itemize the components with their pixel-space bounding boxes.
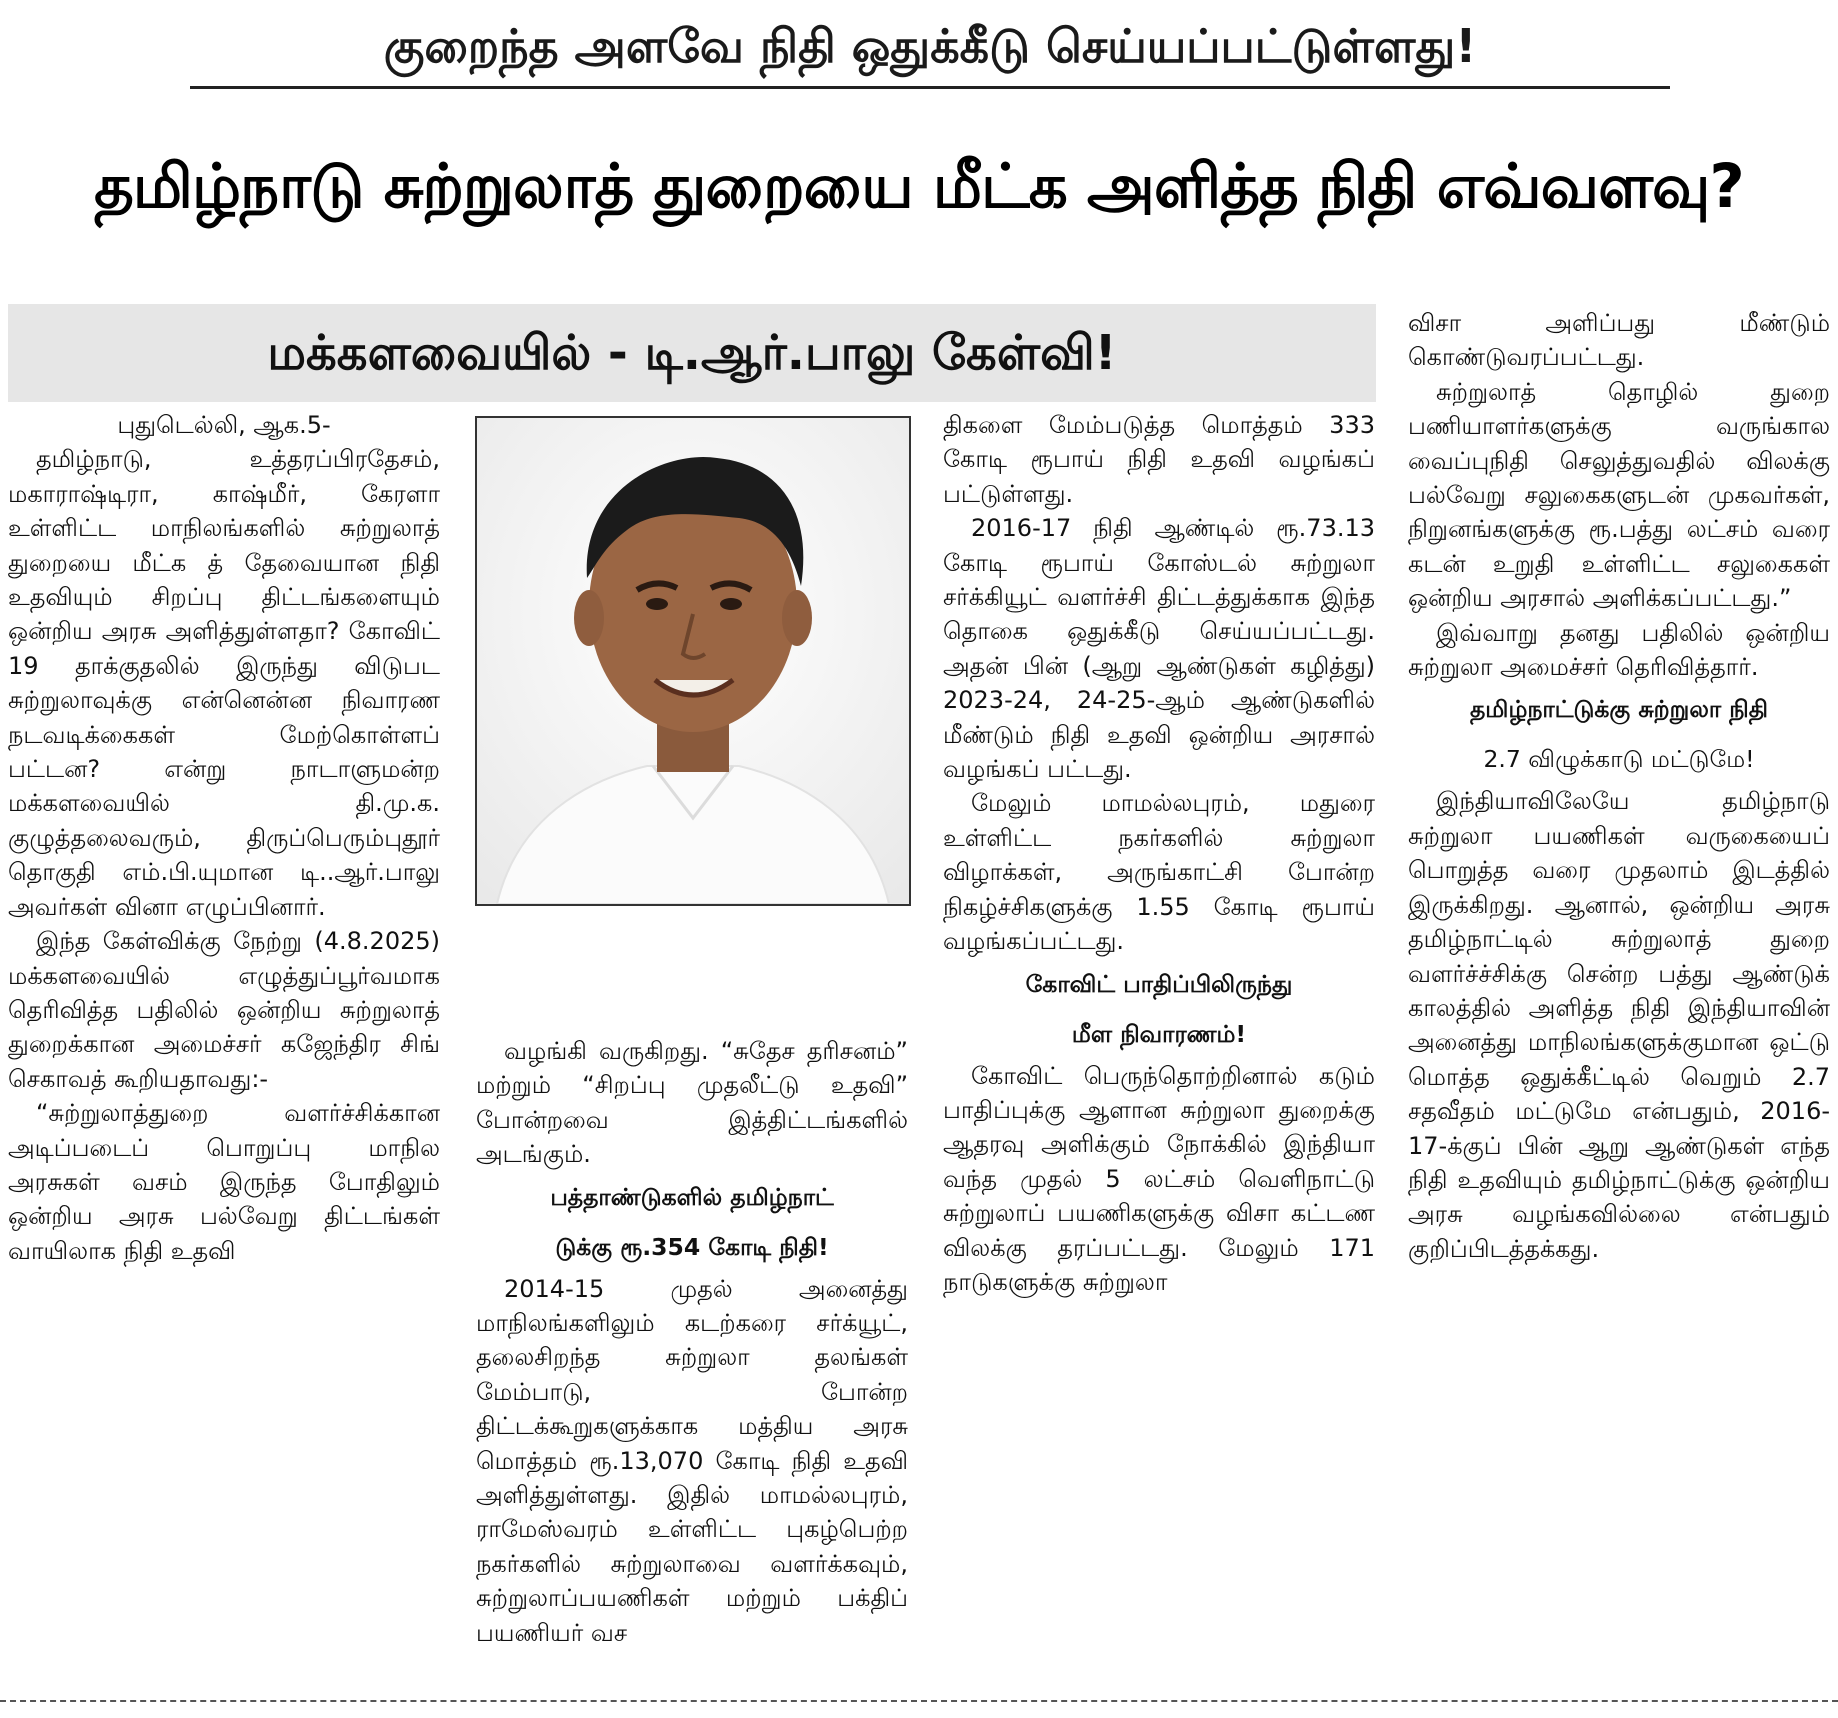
dateline: புதுடெல்லி, ஆக.5- bbox=[117, 411, 331, 439]
paragraph: விசா அளிப்பது மீண்டும் கொண்டுவரப்பட்டது. bbox=[1408, 309, 1830, 372]
paragraph: இவ்வாறு தனது பதிலில் ஒன்றிய சுற்றுலா அமைச்சர் தெரிவித்தார். bbox=[1408, 618, 1830, 682]
paragraph: இந்தியாவிலேயே தமிழ்நாடு சுற்றுலா பயணிகள் வருகையைப் பொறுத்த வரை முதலாம் இடத்தில் இருக்கிறது. ஆனால், ஒன்றிய அரசு தமிழ்நாட்டில் சுற்றுலாத் துறை வளர்ச்ச்சிக்கு சென்ற பத்து ஆண்டுக் காலத்தில் அளித்த நிதி இந்தியாவின் அனைத்து மாநிலங்களுக்குமான ஒட்டு மொத்த ஒதுக்கீட்டில் வெறும் 2.7 சதவீதம் மட்டுமே என்பதும், 2016-17-க்குப் பின் ஆறு ஆண்டுகள் எந்த நிதி உதவியும் தமிழ்நாட்டுக்கு ஒன்றிய அரசு வழங்கவில்லை என்பதும் குறிப்பிடத்தக்கது. bbox=[1408, 787, 1830, 1263]
subheadline: மக்களவையில் - டி.ஆர்.பாலு கேள்வி! bbox=[8, 304, 1376, 402]
main-headline: தமிழ்நாடு சுற்றுலாத் துறையை மீட்க அளித்த நிதி எவ்வளவு? bbox=[94, 151, 1744, 222]
bottom-divider bbox=[0, 1700, 1838, 1702]
section-heading: 2.7 விழுக்காடு மட்டுமே! bbox=[1483, 745, 1755, 774]
paragraph: தமிழ்நாடு, உத்தரப்பிரதேசம், மகாராஷ்டிரா, காஷ்மீர், கேரளா உள்ளிட்ட மாநிலங்களில் சுற்றுலாத் துறையை மீட்க த் தேவையான நிதி உதவியும் சிறப்பு திட்டங்களையும் ஒன்றிய அரசு அளித்துள்ளதா? கோவிட் 19 தாக்குதலில் இருந்து விடுபட சுற்றுலாவுக்கு என்னென்ன நிவாரண நடவடிக்கைகள் மேற்கொள்ளப் பட்டன? என்று நாடாளுமன்ற மக்களவையில் தி.மு.க. குழுத்தலைவரும், திருப்பெரும்புதூர் தொகுதி எம்.பி.யுமான டி..ஆர்.பாலு அவர்கள் வினா எழுப்பினார். bbox=[8, 445, 440, 921]
person-portrait-image bbox=[477, 418, 909, 904]
article-column-3 bbox=[943, 408, 1375, 1693]
section-heading: டுக்கு ரூ.354 கோடி நிதி! bbox=[555, 1232, 829, 1261]
section-heading: தமிழ்நாட்டுக்கு சுற்றுலா நிதி bbox=[1470, 695, 1768, 724]
paragraph: “சுற்றுலாத்துறை வளர்ச்சிக்கான அடிப்படைப் பொறுப்பு மாநில அரசுகள் வசம் இருந்த போதிலும் ஒன்றிய அரசு பல்வேறு திட்டங்கள் வாயிலாக நிதி உதவி bbox=[8, 1099, 440, 1265]
paragraph: சுற்றுலாத் தொழில் துறை பணியாளர்களுக்கு வருங்கால வைப்புநிதி செலுத்துவதில் விலக்கு பல்வேறு சலுகைகளுடன் முகவர்கள், நிறுனங்களுக்கு ரூ.பத்து லட்சம் வரை கடன் உறுதி உள்ளிட்ட சலுகைகள் ஒன்றிய அரசால் அளிக்கப்பட்டது.” bbox=[1408, 377, 1830, 613]
paragraph: 2016-17 நிதி ஆண்டில் ரூ.73.13 கோடி ரூபாய் கோஸ்டல் சுற்றுலா சர்க்கியூட் வளர்ச்சி திட்டத்துக்காக இந்த தொகை ஒதுக்கீடு செய்யப்பட்டது. அதன் பின் (ஆறு ஆண்டுகள் கழித்து) 2023-24, 24-25-ஆம் ஆண்டுகளில் மீண்டும் நிதி உதவி ஒன்றிய அரசால் வழங்கப் பட்டது. bbox=[943, 514, 1375, 784]
paragraph: கோவிட் பெருந்தொற்றினால் கடும் பாதிப்புக்கு ஆளான சுற்றுலா துறைக்கு ஆதரவு அளிக்கும் நோக்கில் இந்தியா வந்த முதல் 5 லட்சம் வெளிநாட்டு சுற்றுலாப் பயணிகளுக்கு விசா கட்டண விலக்கு தரப்பட்டது. மேலும் 171 நாடுகளுக்கு சுற்றுலா bbox=[943, 1061, 1375, 1296]
section-heading: பத்தாண்டுகளில் தமிழ்நாட் bbox=[550, 1182, 834, 1211]
paragraph: இந்த கேள்விக்கு நேற்று (4.8.2025) மக்களவையில் எழுத்துப்பூர்வமாக தெரிவித்த பதிலில் ஒன்றிய சுற்றுலாத் துறைக்கான அமைச்சர் கஜேந்திர சிங் செகாவத் கூறியதாவது:- bbox=[8, 927, 440, 1093]
paragraph: 2014-15 முதல் அனைத்து மாநிலங்களிலும் கடற்கரை சர்க்யூட், தலைசிறந்த சுற்றுலா தலங்கள் மேம்பாடு, போன்ற திட்டக்கூறுகளுக்காக மத்திய அரசு மொத்தம் ரூ.13,070 கோடி நிதி உதவி அளித்துள்ளது. இதில் மாமல்லபுரம், ராமேஸ்வரம் உள்ளிட்ட புகழ்பெற்ற நகர்களில் சுற்றுலாவை வளர்க்கவும், சுற்றுலாப்பயணிகள் மற்றும் பக்திப் பயணியர் வச bbox=[476, 1274, 908, 1647]
paragraph: வழங்கி வருகிறது. “சுதேச தரிசனம்” மற்றும் “சிறப்பு முதலீட்டு உதவி” போன்றவை இத்திட்டங்களில் அடங்கும். bbox=[476, 1037, 908, 1169]
article-column-1 bbox=[8, 408, 440, 1693]
article-column-4 bbox=[1408, 306, 1830, 1693]
section-heading: கோவிட் பாதிப்பிலிருந்து bbox=[1025, 969, 1293, 998]
article-column-2 bbox=[476, 1034, 908, 1693]
kicker-headline: குறைந்த அளவே நிதி ஒதுக்கீடு செய்யப்பட்டுள்ளது! bbox=[190, 6, 1670, 89]
paragraph: மேலும் மாமல்லபுரம், மதுரை உள்ளிட்ட நகர்களில் சுற்றுலா விழாக்கள், அருங்காட்சி போன்ற நிகழ்ச்சிகளுக்கு 1.55 கோடி ரூபாய் வழங்கப்பட்டது. bbox=[943, 789, 1375, 956]
section-heading: மீள நிவாரணம்! bbox=[1071, 1019, 1247, 1048]
person-photo bbox=[475, 416, 911, 906]
paragraph: திகளை மேம்படுத்த மொத்தம் 333 கோடி ரூபாய் நிதி உதவி வழங்கப் பட்டுள்ளது. bbox=[943, 411, 1375, 508]
